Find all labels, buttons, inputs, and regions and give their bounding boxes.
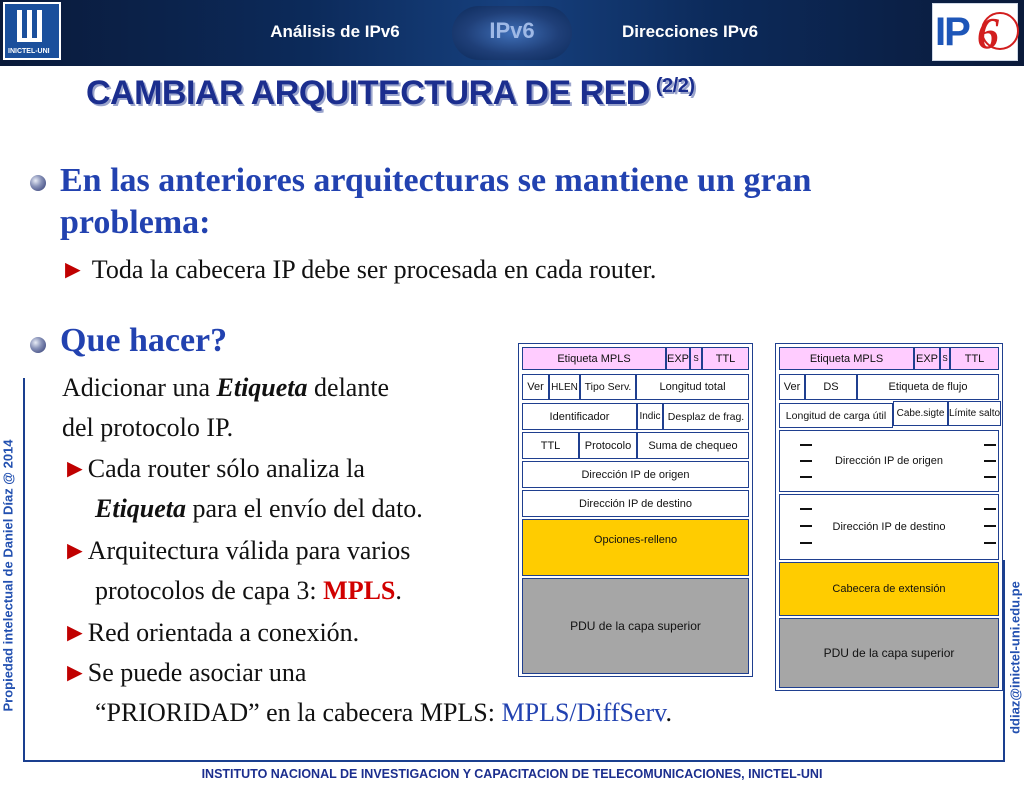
header-left-title: Análisis de IPv6: [270, 22, 400, 41]
ipv6-limite-salto-cell: Límite salto: [948, 401, 1001, 426]
ipv4-desplaz-cell: Desplaz de frag.: [663, 403, 749, 430]
arrow-icon: ►: [60, 255, 86, 284]
address-dash: [984, 460, 996, 462]
body-line-b: del protocolo IP.: [62, 413, 234, 442]
ipv4-s-cell: S: [690, 347, 702, 370]
ipv6-exp-cell: EXP: [914, 347, 940, 370]
ipv4-protocolo-cell: Protocolo: [579, 432, 637, 459]
list-item-4-text: Se puede asociar una: [87, 658, 307, 687]
body-line-a-start: Adicionar una: [62, 373, 211, 402]
ipv4-ttl-cell: TTL: [702, 347, 749, 370]
ipv6-ver-cell: Ver: [779, 374, 805, 400]
ipv4-hlen-cell: HLEN: [549, 374, 580, 400]
list-item-4-text-cont: “PRIORIDAD” en la cabecera MPLS:: [95, 698, 495, 727]
inictel-logo-caption: INICTEL-UNI: [8, 48, 50, 55]
bullet-sphere-icon: [30, 337, 46, 353]
address-dash: [800, 542, 812, 544]
left-border-line: [23, 378, 25, 760]
list-item-3: [62, 618, 359, 648]
ipv6-dir-origen-cell: Dirección IP de origen: [779, 430, 999, 492]
list-item-1-line2: [95, 494, 423, 524]
ipv6-center-logo-text: IPv6: [489, 18, 535, 43]
ipv6-brand-logo: IP 6: [932, 3, 1018, 61]
list-item-4-period: .: [665, 698, 672, 727]
body-line-a-emphasis: Etiqueta: [216, 373, 308, 402]
slide-title-suffix: (2/2): [655, 74, 695, 97]
address-dash: [984, 525, 996, 527]
ipv4-dir-destino-cell: Dirección IP de destino: [522, 490, 749, 517]
slide-title-text: CAMBIAR ARQUITECTURA DE RED: [86, 74, 650, 112]
ipv6-longitud-carga-cell: Longitud de carga útil: [779, 403, 893, 428]
header-bar: [0, 0, 1024, 66]
ipv4-ttl-field-cell: TTL: [522, 432, 579, 459]
ipv4-exp-cell: EXP: [666, 347, 690, 370]
ipv4-dir-origen-cell: Dirección IP de origen: [522, 461, 749, 488]
address-dash: [984, 542, 996, 544]
ipv4-longitud-total-cell: Longitud total: [636, 374, 749, 400]
address-dash: [800, 525, 812, 527]
bullet1-subpoint-text: Toda la cabecera IP debe ser procesada en cada router.: [91, 255, 657, 284]
inictel-logo: [3, 2, 61, 60]
list-item-1-emphasis: Etiqueta: [95, 494, 187, 523]
bullet-sphere-icon: [30, 175, 46, 191]
arrow-icon: ►: [62, 454, 88, 483]
slide-title: [86, 74, 694, 113]
address-dash: [800, 460, 812, 462]
ipv6-ds-cell: DS: [805, 374, 857, 400]
address-dash: [984, 476, 996, 478]
copyright-vertical-text: Propiedad intelectual de Daniel Díaz @ 2014: [0, 439, 16, 712]
list-item-2-line1: [62, 536, 410, 566]
body-line-a-end: delante: [314, 373, 390, 402]
ipv6-s-cell: S: [940, 347, 950, 370]
address-dash: [984, 508, 996, 510]
ipv4-identificador-cell: Identificador: [522, 403, 637, 430]
bullet1-subpoint: [60, 255, 656, 285]
list-item-3-text: Red orientada a conexión.: [87, 618, 360, 647]
ipv6-center-logo: [452, 6, 572, 60]
address-dash: [800, 444, 812, 446]
list-item-2-text: Arquitectura válida para varios: [87, 536, 411, 565]
mpls-highlight: MPLS: [323, 576, 396, 605]
ipv6-etiqueta-flujo-cell: Etiqueta de flujo: [857, 374, 999, 400]
address-dash: [800, 476, 812, 478]
ipv6-cabecera-ext-cell: Cabecera de extensión: [779, 562, 999, 616]
email-vertical-text: ddiaz@inictel-uni.edu.pe: [1007, 581, 1023, 734]
footer-institution: INSTITUTO NACIONAL DE INVESTIGACION Y CAPACITACION DE TELECOMUNICACIONES, INICTEL-UNI: [201, 767, 823, 781]
arrow-icon: ►: [62, 658, 88, 687]
address-dash: [800, 508, 812, 510]
ipv4-tipo-serv-cell: Tipo Serv.: [580, 374, 636, 400]
ipv4-pdu-cell: PDU de la capa superior: [522, 578, 749, 674]
list-item-2-line2: [95, 576, 402, 606]
body-line-a: [62, 373, 389, 403]
mpls-diffserv-highlight: MPLS/DiffServ: [501, 698, 666, 727]
ipv4-indic-cell: Indic: [637, 403, 663, 430]
header-right-title: Direcciones IPv6: [621, 22, 759, 41]
list-item-4-line2: [95, 698, 672, 728]
list-item-1-line1: [62, 454, 365, 484]
footer-border-line: [23, 760, 1003, 762]
right-border-line: [1003, 560, 1005, 762]
ipv6-ttl-cell: TTL: [950, 347, 999, 370]
ipv4-ver-cell: Ver: [522, 374, 549, 400]
address-dash: [984, 444, 996, 446]
list-item-1-text-cont: para el envío del dato.: [192, 494, 423, 523]
ipv6-cabe-sigte-cell: Cabe.sigte: [893, 401, 948, 426]
ipv4-opciones-cell: Opciones-relleno: [522, 519, 749, 576]
ipv6-mpls-label-cell: Etiqueta MPLS: [779, 347, 914, 370]
ipv4-mpls-label-cell: Etiqueta MPLS: [522, 347, 666, 370]
ipv6-dir-destino-cell: Dirección IP de destino: [779, 494, 999, 560]
list-item-2-period: .: [395, 576, 402, 605]
list-item-2-text-cont: protocolos de capa 3:: [95, 576, 317, 605]
arrow-icon: ►: [62, 536, 88, 565]
arrow-icon: ►: [62, 618, 88, 647]
list-item-1-text: Cada router sólo analiza la: [87, 454, 365, 483]
bullet-heading-1: En las anteriores arquitecturas se mantiene un gran problema:: [60, 162, 812, 241]
ipv4-suma-cell: Suma de chequeo: [637, 432, 749, 459]
bullet-heading-2: Que hacer?: [60, 322, 228, 359]
ipv6-pdu-cell: PDU de la capa superior: [779, 618, 999, 688]
list-item-4-line1: [62, 658, 306, 688]
